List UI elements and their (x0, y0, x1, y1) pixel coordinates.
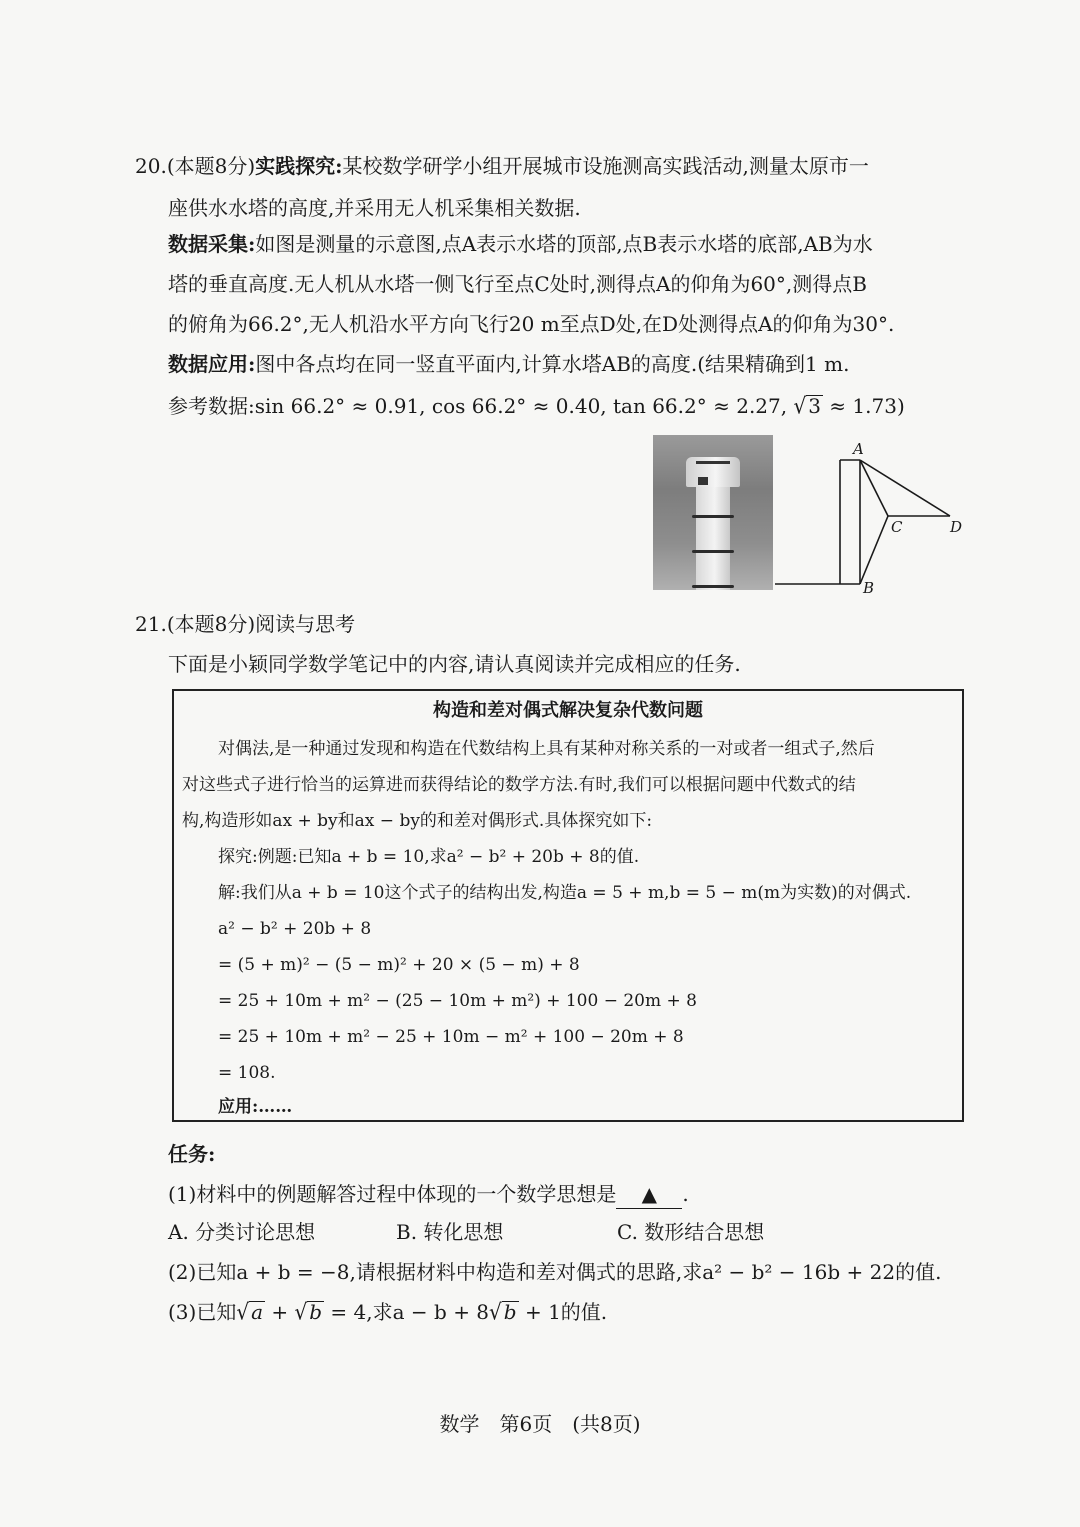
option-a: A. 分类讨论思想 (168, 1220, 316, 1244)
q20-apply-1: 图中各点均在同一竖直平面内,计算水塔AB的高度.(结果精确到1 m. (255, 352, 850, 376)
q21-number: 21. (135, 612, 167, 636)
note-step: = 108. (218, 1063, 276, 1083)
task-3-sqrt-b: b (309, 1300, 323, 1324)
task-3-sqrt-a: a (251, 1300, 264, 1324)
note-paragraph-3: 构,构造形如ax + by和ax − by的和差对偶形式.具体探究如下: (182, 811, 653, 831)
note-apply: 应用:…… (218, 1097, 293, 1117)
q20-ref-sqrt: 3 (808, 394, 821, 418)
page-footer: 数学 第6页 (共8页) (439, 1412, 641, 1436)
note-title: 构造和差对偶式解决复杂代数问题 (433, 700, 703, 721)
option-c: C. 数形结合思想 (617, 1220, 765, 1244)
q20-collect-1: 如图是测量的示意图,点A表示水塔的顶部,点B表示水塔的底部,AB为水 (255, 232, 873, 256)
note-paragraph-2: 对这些式子进行恰当的运算进而获得结论的数学方法.有时,我们可以根据问题中代数式的结 (182, 775, 856, 795)
note-step: = 25 + 10m + m² − 25 + 10m − m² + 100 − 20m + 8 (218, 1027, 684, 1047)
note-paragraph-1: 对偶法,是一种通过发现和构造在代数结构上具有某种对称关系的一对或者一组式子,然后 (218, 739, 875, 759)
task-1-end: . (682, 1182, 689, 1206)
q21-line-1 (135, 610, 355, 638)
q20-ref-line (168, 392, 905, 420)
q21-score: (本题8分) (166, 612, 256, 636)
note-step: a² − b² + 20b + 8 (218, 919, 372, 939)
tower-top (686, 457, 740, 487)
tower-body (696, 475, 730, 590)
task-3-plus: + (265, 1300, 295, 1324)
task-2: (2)已知a + b = −8,请根据材料中构造和差对偶式的思路,求a² − b² − 16b + 22的值. (168, 1260, 942, 1284)
tower-window (698, 477, 708, 485)
q20-ref-1: sin 66.2° ≈ 0.91, cos 66.2° ≈ 0.40, tan 66.2° ≈ 2.27, (254, 394, 794, 418)
answer-blank: ▲ (616, 1180, 682, 1209)
geometry-diagram (770, 440, 970, 595)
task-1-text: (1)材料中的例题解答过程中体现的一个数学思想是 (168, 1182, 617, 1206)
tower-band (692, 585, 734, 588)
q20-label: 实践探究: (255, 154, 343, 178)
tower-band (692, 550, 734, 553)
task-3-b: = 4,求a − b + 8 (324, 1300, 490, 1324)
point-d-label: D (950, 518, 963, 536)
segment-bc (860, 516, 888, 584)
q20-ref-2: ≈ 1.73) (822, 394, 905, 418)
task-1 (168, 1180, 689, 1209)
sqrt-symbol: √ (793, 392, 807, 420)
task-3-a: (3)已知 (168, 1300, 237, 1324)
q20-line-1 (135, 152, 869, 180)
q20-number: 20. (135, 154, 167, 178)
q20-score: (本题8分) (166, 154, 256, 178)
note-step: = 25 + 10m + m² − (25 − 10m + m²) + 100 − 20m + 8 (218, 991, 697, 1011)
q21-intro: 下面是小颖同学数学笔记中的内容,请认真阅读并完成相应的任务. (168, 652, 741, 676)
sqrt-symbol: √ (236, 1298, 250, 1326)
q20-intro-2: 座供水水塔的高度,并采用无人机采集相关数据. (168, 196, 581, 220)
q21-label: 阅读与思考 (255, 612, 356, 636)
tower-rim (696, 461, 730, 464)
sqrt-symbol: √ (294, 1298, 308, 1326)
q20-collect-label: 数据采集: (168, 232, 256, 256)
note-box (172, 689, 964, 1122)
sqrt-symbol: √ (489, 1298, 502, 1326)
q20-ref-label: 参考数据: (168, 394, 255, 418)
point-c-label: C (891, 518, 903, 536)
task-label: 任务: (168, 1142, 216, 1166)
point-a-label: A (853, 440, 864, 458)
task-3 (168, 1298, 607, 1326)
q20-apply-label: 数据应用: (168, 352, 256, 376)
q20-collect-line-1 (168, 230, 873, 258)
tower-band (692, 515, 734, 518)
task-3-c: + 1的值. (518, 1300, 608, 1324)
note-solution-intro: 解:我们从a + b = 10这个式子的结构出发,构造a = 5 + m,b = 5 − m(m为实数)的对偶式. (218, 883, 912, 903)
option-b: B. 转化思想 (396, 1220, 504, 1244)
note-explore: 探究:例题:已知a + b = 10,求a² − b² + 20b + 8的值. (218, 847, 640, 867)
q20-collect-3: 的俯角为66.2°,无人机沿水平方向飞行20 m至点D处,在D处测得点A的仰角为30°. (168, 312, 895, 336)
note-step: = (5 + m)² − (5 − m)² + 20 × (5 − m) + 8 (218, 955, 580, 975)
q20-collect-2: 塔的垂直高度.无人机从水塔一侧飞行至点C处时,测得点A的仰角为60°,测得点B (168, 272, 867, 296)
q20-intro-1: 某校数学研学小组开展城市设施测高实践活动,测量太原市一 (342, 154, 869, 178)
task-3-sqrt-b2: b (503, 1300, 517, 1324)
water-tower-photo (653, 435, 773, 590)
point-b-label: B (863, 579, 875, 595)
q20-apply-line (168, 350, 849, 378)
